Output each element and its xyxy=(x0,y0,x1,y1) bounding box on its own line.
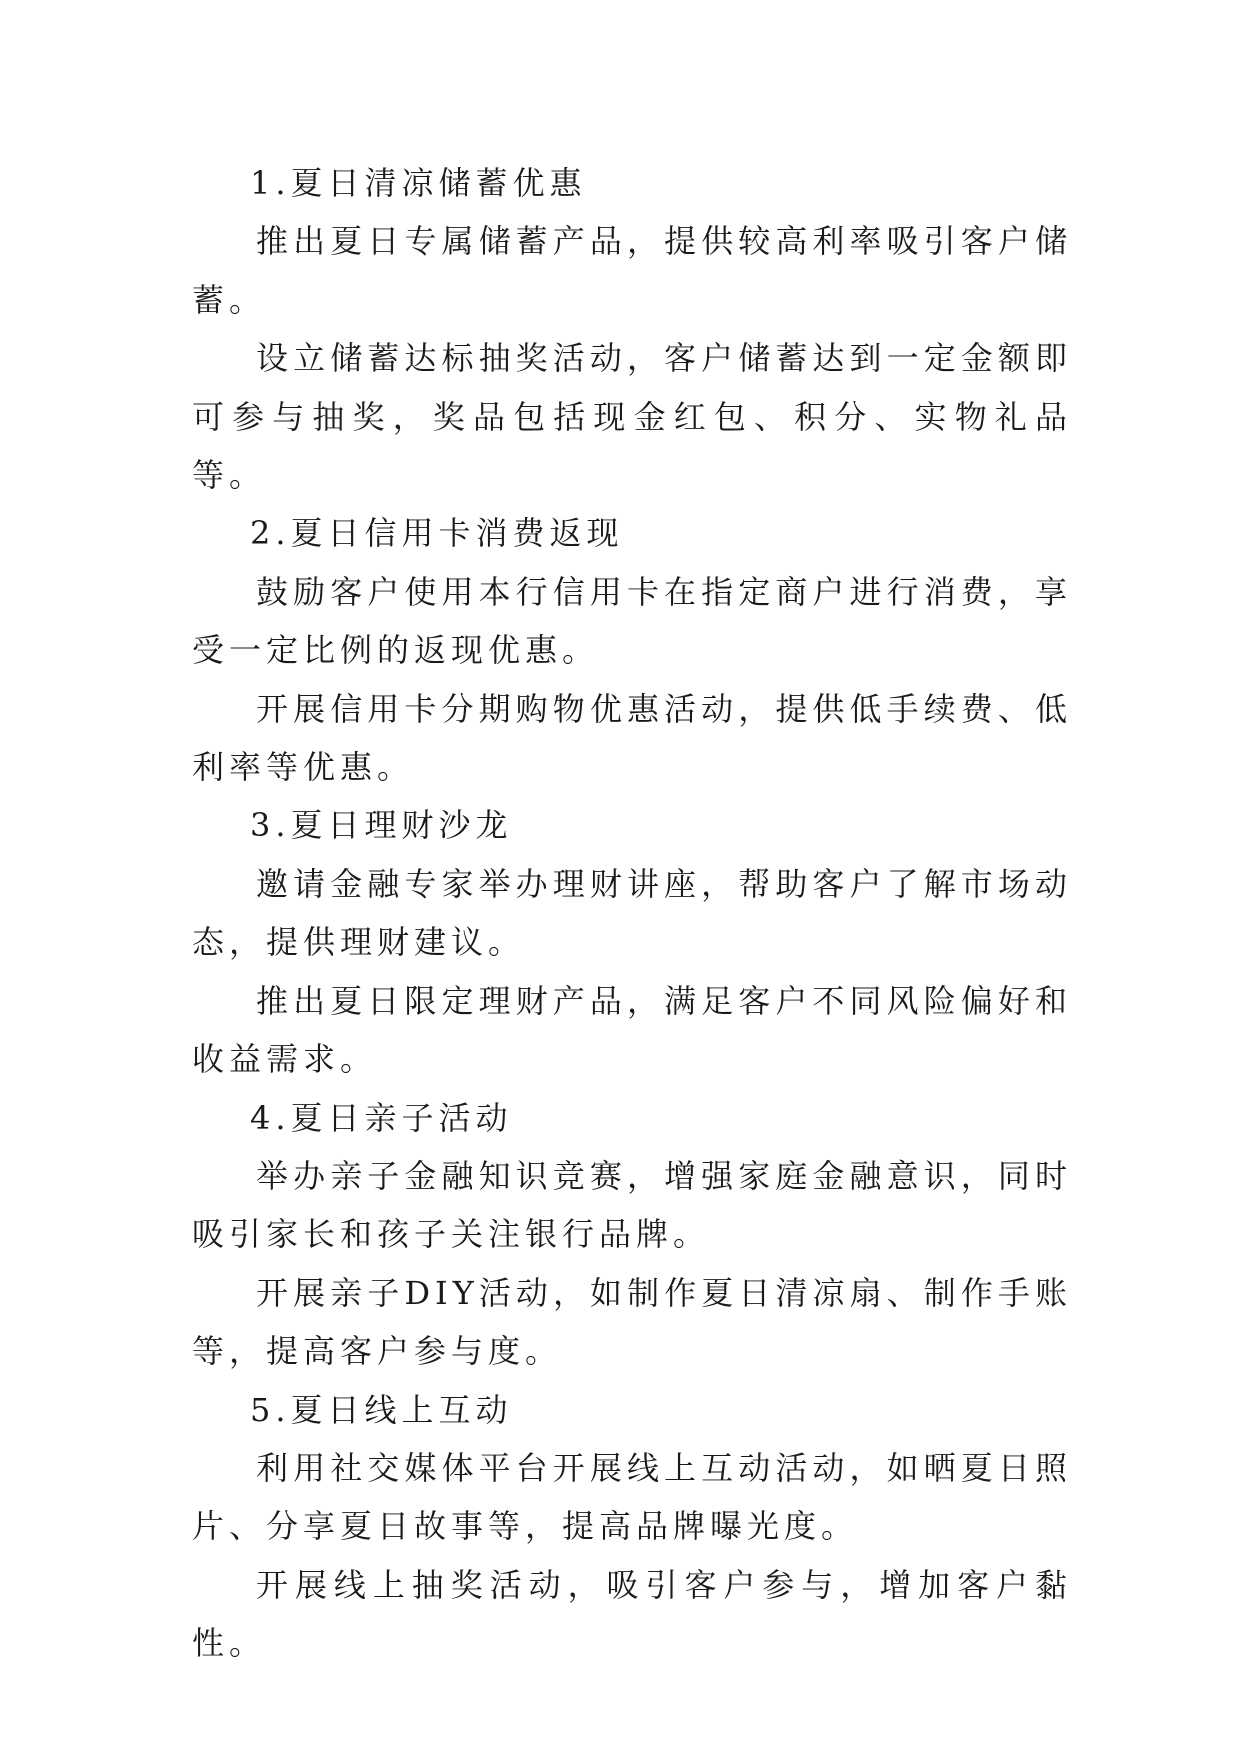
paragraph: 鼓励客户使用本行信用卡在指定商户进行消费，享受一定比例的返现优惠。 xyxy=(192,572,1072,670)
section-heading: 1.夏日清凉储蓄优惠 xyxy=(250,164,587,202)
section-heading: 3.夏日理财沙龙 xyxy=(250,806,513,845)
paragraph: 推出夏日限定理财产品，满足客户不同风险偏好和收益需求。 xyxy=(192,981,1072,1079)
paragraph: 开展信用卡分期购物优惠活动，提供低手续费、低利率等优惠。 xyxy=(192,689,1072,787)
section-heading: 4.夏日亲子活动 xyxy=(250,1098,513,1137)
paragraph: 设立储蓄达标抽奖活动，客户储蓄达到一定金额即可参与抽奖，奖品包括现金红包、积分、实物礼品等。 xyxy=(192,339,1072,495)
paragraph: 利用社交媒体平台开展线上互动活动，如晒夏日照片、分享夏日故事等，提高品牌曝光度。 xyxy=(192,1448,1072,1546)
section-heading: 5.夏日线上互动 xyxy=(250,1390,513,1429)
paragraph: 开展亲子DIY活动，如制作夏日清凉扇、制作手账等，提高客户参与度。 xyxy=(192,1273,1072,1371)
paragraph: 举办亲子金融知识竞赛，增强家庭金融意识，同时吸引家长和孩子关注银行品牌。 xyxy=(192,1156,1072,1254)
paragraph: 开展线上抽奖活动，吸引客户参与，增加客户黏性。 xyxy=(192,1565,1072,1663)
document-body xyxy=(192,154,1072,1673)
section-heading: 2.夏日信用卡消费返现 xyxy=(250,514,624,553)
paragraph: 邀请金融专家举办理财讲座，帮助客户了解市场动态，提供理财建议。 xyxy=(192,864,1072,962)
paragraph: 推出夏日专属储蓄产品，提供较高利率吸引客户储蓄。 xyxy=(192,222,1072,319)
